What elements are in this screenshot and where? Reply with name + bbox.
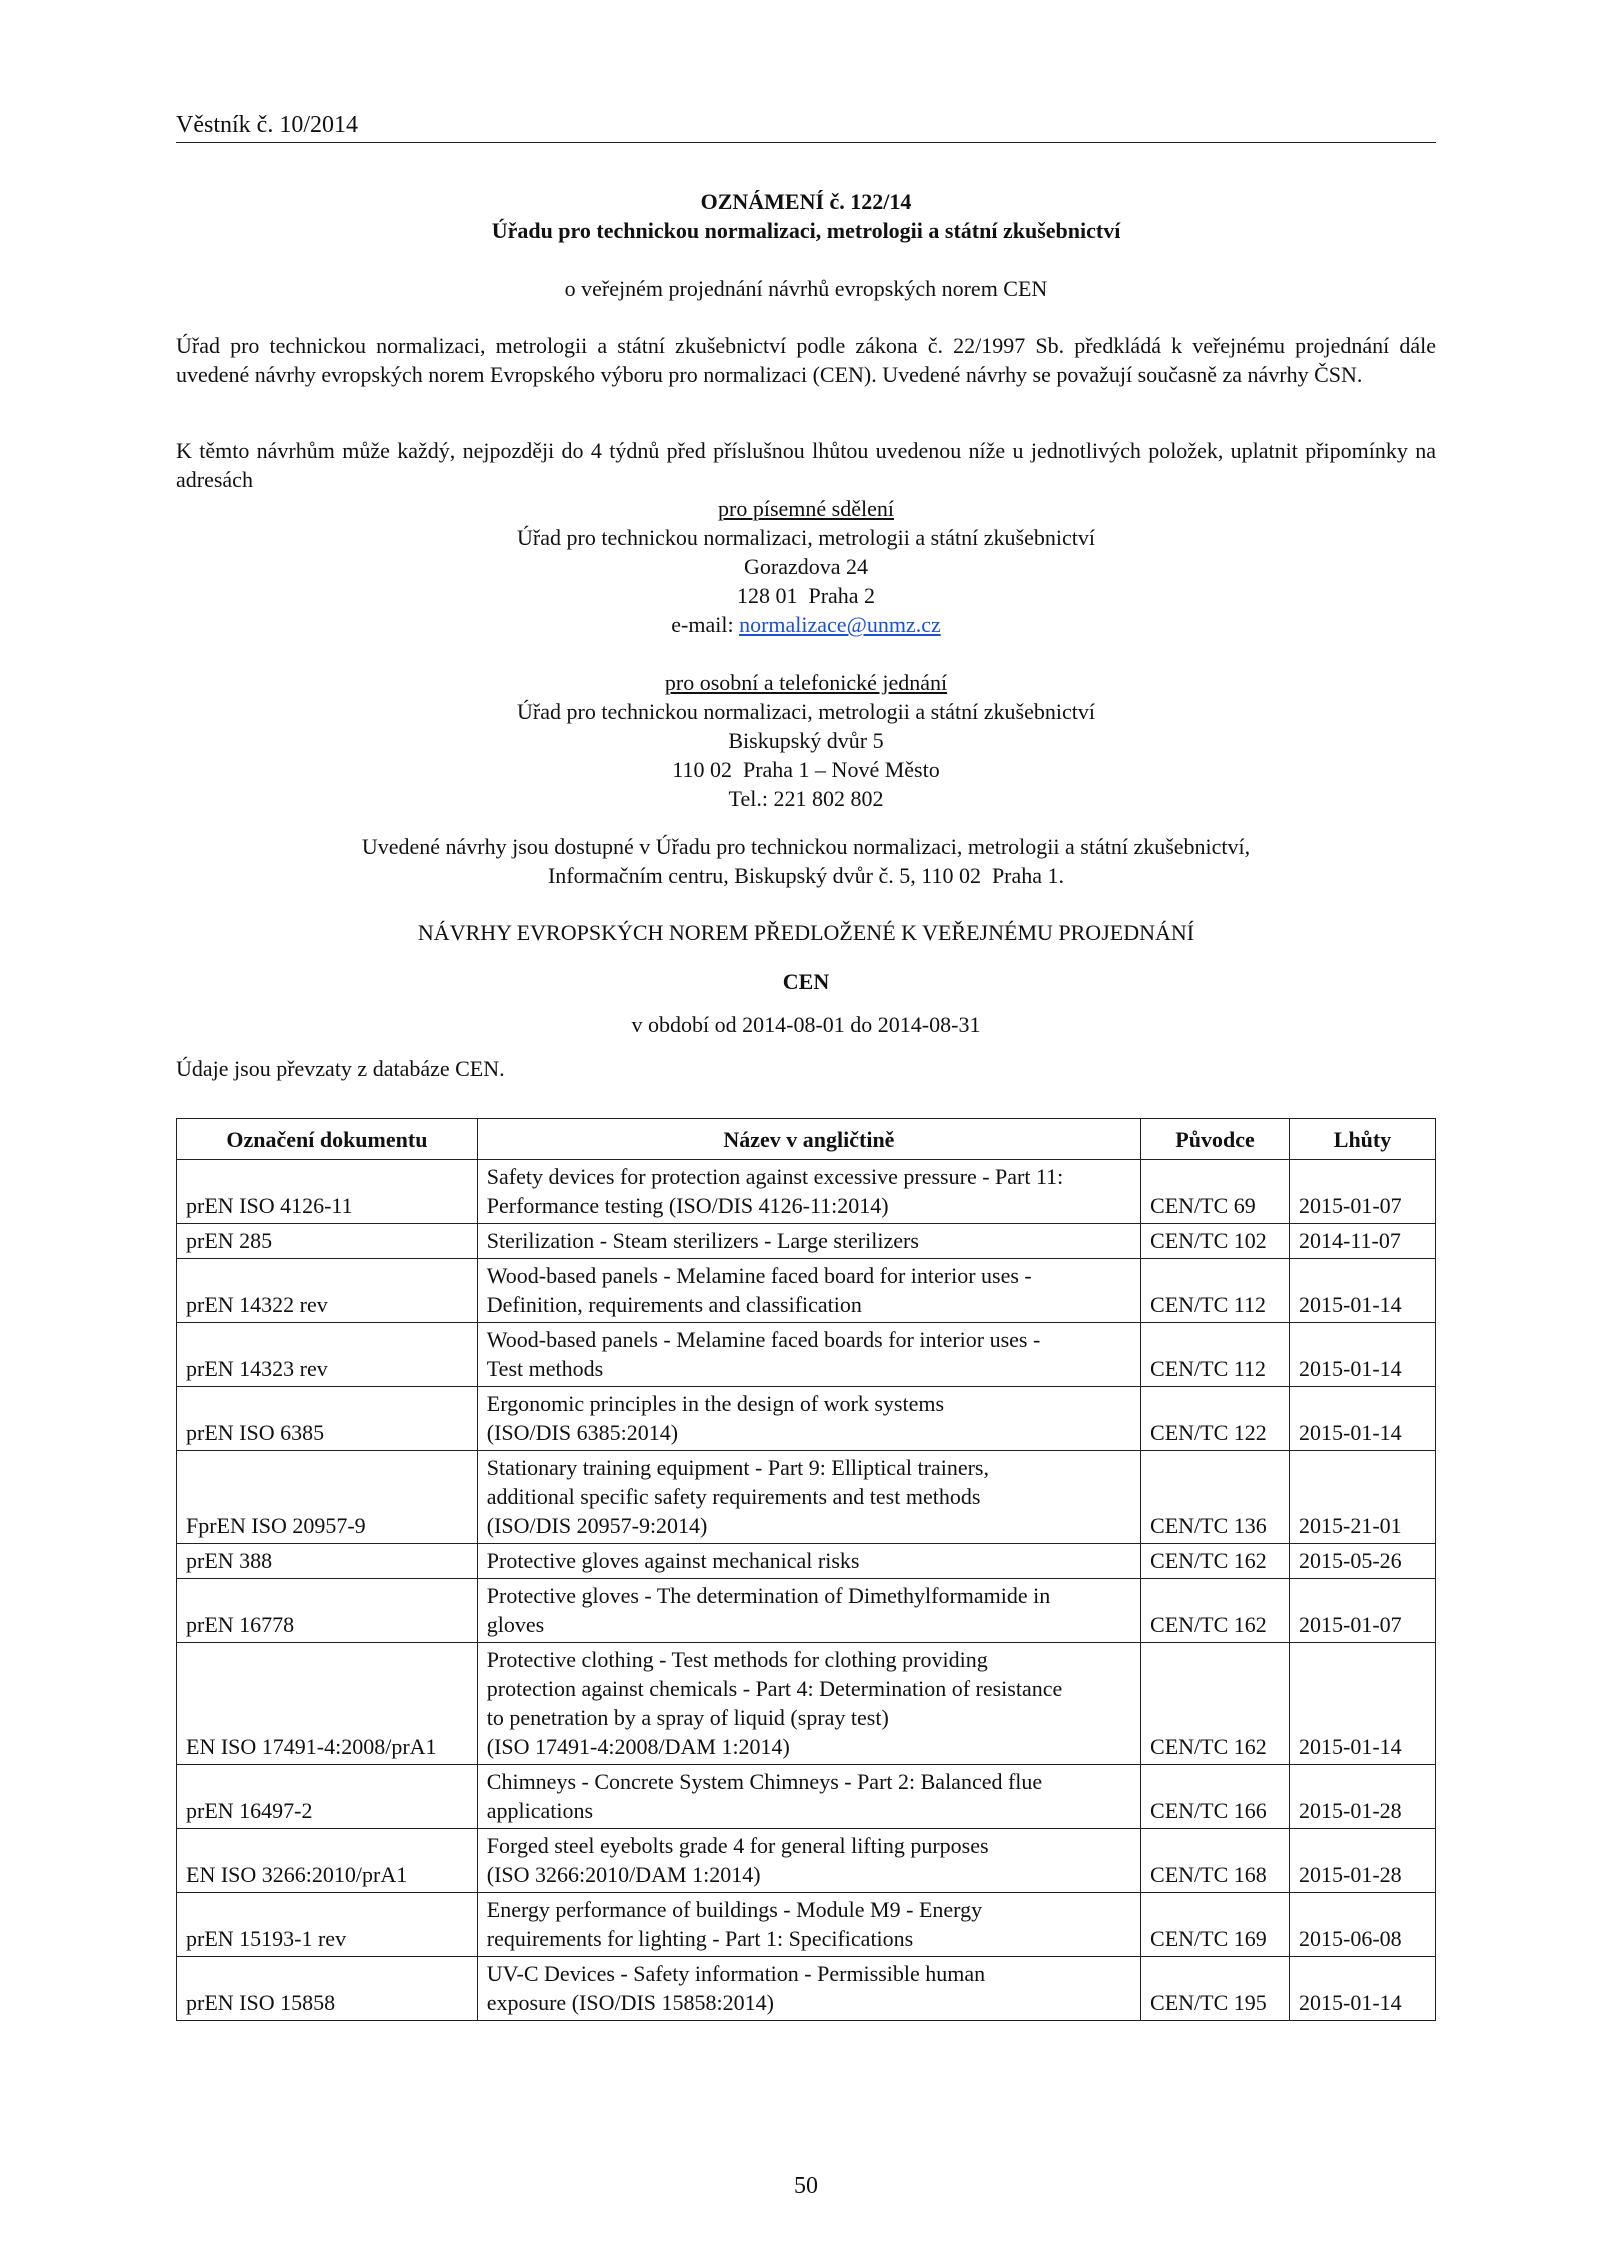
cell-title (477, 1387, 1140, 1451)
cell-originator: CEN/TC 112 (1141, 1259, 1290, 1323)
title-line: to penetration by a spray of liquid (spray test) (486, 1705, 889, 1730)
title-line: Protective gloves against mechanical risks (486, 1548, 860, 1573)
standards-table (176, 1118, 1436, 2021)
table-header-row (177, 1119, 1436, 1160)
table-row (177, 1451, 1436, 1544)
cell-deadline: 2015-01-14 (1290, 1643, 1436, 1765)
title-line: exposure (ISO/DIS 15858:2014) (486, 1990, 774, 2015)
title-line: Chimneys - Concrete System Chimneys - Part 2: Balanced flue (486, 1769, 1043, 1794)
cell-document: prEN 388 (177, 1544, 478, 1579)
personal-contact-org: Úřad pro technickou normalizaci, metrologii a státní zkušebnictví (517, 699, 1095, 724)
announcement-subject: o veřejném projednání návrhů evropských norem CEN (564, 276, 1048, 301)
table-row (177, 1643, 1436, 1765)
cell-title (477, 1451, 1140, 1544)
cell-title (477, 1829, 1140, 1893)
personal-contact-street: Biskupský dvůr 5 (728, 728, 884, 753)
cell-deadline: 2015-01-07 (1290, 1579, 1436, 1643)
table-row (177, 1224, 1436, 1259)
title-line: Protective gloves - The determination of Dimethylformamide in (486, 1583, 1051, 1608)
title-line: Stationary training equipment - Part 9: Elliptical trainers, (486, 1455, 989, 1480)
title-line: (ISO 17491-4:2008/DAM 1:2014) (486, 1734, 790, 1759)
cell-originator: CEN/TC 168 (1141, 1829, 1290, 1893)
cell-deadline: 2014-11-07 (1290, 1224, 1436, 1259)
title-line: Safety devices for protection against excessive pressure - Part 11: (486, 1164, 1064, 1189)
availability-note (176, 832, 1436, 890)
table-row (177, 1160, 1436, 1224)
written-contact-org: Úřad pro technickou normalizaci, metrologii a státní zkušebnictví (517, 525, 1095, 550)
table-row (177, 1765, 1436, 1829)
title-line: (ISO 3266:2010/DAM 1:2014) (486, 1862, 761, 1887)
title-line: requirements for lighting - Part 1: Specifications (486, 1926, 914, 1951)
page-number: 50 (794, 2173, 818, 2199)
cell-document: prEN 14323 rev (177, 1323, 478, 1387)
col-header-document: Označení dokumentu (177, 1119, 478, 1160)
table-row (177, 1829, 1436, 1893)
col-header-originator: Původce (1141, 1119, 1290, 1160)
cell-deadline: 2015-05-26 (1290, 1544, 1436, 1579)
cell-deadline: 2015-01-28 (1290, 1765, 1436, 1829)
cell-originator: CEN/TC 112 (1141, 1323, 1290, 1387)
written-contact-street: Gorazdova 24 (743, 554, 868, 579)
cell-deadline: 2015-01-14 (1290, 1259, 1436, 1323)
cell-document: prEN ISO 6385 (177, 1387, 478, 1451)
table-row (177, 1957, 1436, 2021)
cell-document: prEN ISO 4126-11 (177, 1160, 478, 1224)
cell-document: prEN 14322 rev (177, 1259, 478, 1323)
title-line: additional specific safety requirements and test methods (486, 1484, 981, 1509)
title-line: applications (486, 1798, 594, 1823)
title-line: Ergonomic principles in the design of work systems (486, 1391, 945, 1416)
cell-title (477, 1893, 1140, 1957)
cell-originator: CEN/TC 136 (1141, 1451, 1290, 1544)
cell-title (477, 1160, 1140, 1224)
title-line: UV-C Devices - Safety information - Permissible human (486, 1961, 986, 1986)
cell-document: prEN 16497-2 (177, 1765, 478, 1829)
title-line: Forged steel eyebolts grade 4 for general lifting purposes (486, 1833, 989, 1858)
availability-line-1: Uvedené návrhy jsou dostupné v Úřadu pro technickou normalizaci, metrologii a státní zkušebnictví, (361, 834, 1251, 859)
table-row (177, 1544, 1436, 1579)
title-line: (ISO/DIS 20957-9:2014) (486, 1513, 708, 1538)
comments-paragraph: K těmto návrhům může každý, nejpozději do 4 týdnů před příslušnou lhůtou uvedenou níže u jednotlivých položek, uplatnit připomínky na adresách (176, 438, 1436, 492)
source-note: Údaje jsou převzaty z databáze CEN. (176, 1056, 505, 1081)
table-row (177, 1259, 1436, 1323)
section-period: v období od 2014-08-01 do 2014-08-31 (631, 1012, 981, 1037)
cell-document: prEN 285 (177, 1224, 478, 1259)
table-row (177, 1579, 1436, 1643)
personal-contact (176, 668, 1436, 813)
cell-deadline: 2015-01-14 (1290, 1957, 1436, 2021)
cell-originator: CEN/TC 162 (1141, 1544, 1290, 1579)
cell-deadline: 2015-01-07 (1290, 1160, 1436, 1224)
personal-contact-city: 110 02 Praha 1 – Nové Město (672, 757, 940, 782)
personal-contact-phone: Tel.: 221 802 802 (728, 786, 884, 811)
cell-document: EN ISO 3266:2010/prA1 (177, 1829, 478, 1893)
email-label: e-mail: (671, 612, 740, 637)
running-header: Věstník č. 10/2014 (176, 110, 1436, 143)
cell-title (477, 1957, 1140, 2021)
cell-originator: CEN/TC 195 (1141, 1957, 1290, 2021)
email-link[interactable]: normalizace@unmz.cz (739, 612, 941, 637)
cell-originator: CEN/TC 122 (1141, 1387, 1290, 1451)
cell-originator: CEN/TC 162 (1141, 1643, 1290, 1765)
written-contact-city: 128 01 Praha 2 (736, 583, 876, 608)
personal-contact-heading: pro osobní a telefonické jednání (664, 670, 948, 695)
cell-deadline: 2015-01-14 (1290, 1323, 1436, 1387)
cell-document: prEN ISO 15858 (177, 1957, 478, 2021)
col-header-title: Název v angličtině (477, 1119, 1140, 1160)
title-line: (ISO/DIS 6385:2014) (486, 1420, 679, 1445)
cell-originator: CEN/TC 69 (1141, 1160, 1290, 1224)
cell-originator: CEN/TC 102 (1141, 1224, 1290, 1259)
written-contact (176, 494, 1436, 639)
intro-paragraph: Úřad pro technickou normalizaci, metrologii a státní zkušebnictví podle zákona č. 22/1997 Sb. předkládá k veřejnému projednání dále uvedené návrhy evropských norem Evropského výboru pro normalizaci (CEN). Uvedené návrhy se považují současně za návrhy ČSN. (176, 333, 1436, 387)
announcement-title: OZNÁMENÍ č. 122/14 (700, 189, 912, 214)
title-line: Sterilization - Steam sterilizers - Large sterilizers (486, 1228, 919, 1253)
cell-title (477, 1224, 1140, 1259)
table-row (177, 1893, 1436, 1957)
cell-originator: CEN/TC 166 (1141, 1765, 1290, 1829)
table-body (177, 1160, 1436, 2021)
written-contact-heading: pro písemné sdělení (718, 496, 894, 521)
cell-deadline: 2015-06-08 (1290, 1893, 1436, 1957)
cell-originator: CEN/TC 169 (1141, 1893, 1290, 1957)
title-line: Performance testing (ISO/DIS 4126-11:2014) (486, 1193, 889, 1218)
written-contact-email-line (176, 610, 1436, 639)
cell-document: prEN 16778 (177, 1579, 478, 1643)
col-header-deadline: Lhůty (1290, 1119, 1436, 1160)
title-line: Wood-based panels - Melamine faced boards for interior uses - (486, 1327, 1041, 1352)
availability-line-2: Informačním centru, Biskupský dvůr č. 5, 110 02 Praha 1. (547, 863, 1065, 888)
cell-title (477, 1544, 1140, 1579)
announcement-issuer: Úřadu pro technickou normalizaci, metrologii a státní zkušebnictví (491, 218, 1121, 243)
title-line: Wood-based panels - Melamine faced board for interior uses - (486, 1263, 1032, 1288)
cell-document: FprEN ISO 20957-9 (177, 1451, 478, 1544)
title-line: Protective clothing - Test methods for clothing providing (486, 1647, 988, 1672)
table-row (177, 1387, 1436, 1451)
title-line: Definition, requirements and classification (486, 1292, 862, 1317)
title-line: Test methods (486, 1356, 604, 1381)
cell-title (477, 1765, 1140, 1829)
cell-deadline: 2015-01-14 (1290, 1387, 1436, 1451)
cell-deadline: 2015-21-01 (1290, 1451, 1436, 1544)
cell-title (477, 1643, 1140, 1765)
cell-title (477, 1579, 1140, 1643)
section-title: NÁVRHY EVROPSKÝCH NOREM PŘEDLOŽENÉ K VEŘEJNÉMU PROJEDNÁNÍ (417, 920, 1195, 945)
section-org: CEN (782, 969, 830, 994)
cell-title (477, 1323, 1140, 1387)
cell-deadline: 2015-01-28 (1290, 1829, 1436, 1893)
cell-title (477, 1259, 1140, 1323)
table-row (177, 1323, 1436, 1387)
title-line: protection against chemicals - Part 4: Determination of resistance (486, 1676, 1063, 1701)
cell-originator: CEN/TC 162 (1141, 1579, 1290, 1643)
title-line: Energy performance of buildings - Module M9 - Energy (486, 1897, 983, 1922)
title-line: gloves (486, 1612, 545, 1637)
cell-document: EN ISO 17491-4:2008/prA1 (177, 1643, 478, 1765)
cell-document: prEN 15193-1 rev (177, 1893, 478, 1957)
